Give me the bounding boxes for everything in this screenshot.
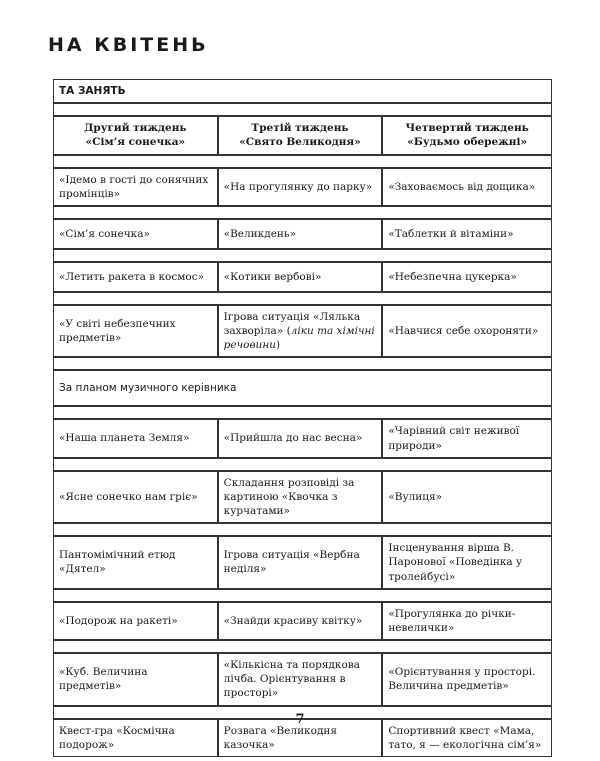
table-cell: «Ідемо в гості до сонячних промінців» [53,168,218,206]
table-cell: «Вулиця» [382,471,552,524]
table-cell: Складання розповіді за картиною «Квочка з курчатами» [218,471,383,524]
table-cell: «Летить ракета в космос» [53,262,218,292]
table-row [53,602,552,640]
page-number: 7 [295,712,305,727]
table-cell: Ігрова ситуація «Лялька захворіла» (ліки та хімічні речовини) [218,305,383,358]
section-title-top: ТА ЗАНЯТЬ [53,79,552,103]
table-cell: Пантомімічний етюд «Дятел» [53,536,218,589]
table-cell: «Наша планета Земля» [53,419,218,457]
table-row [53,419,552,457]
table-cell: Ігрова ситуація «Вербна неділя» [218,536,383,589]
page-title: НА КВІТЕНЬ [48,34,209,56]
table-cell: «Кількісна та порядкова лічба. Орієнтування в просторі» [218,653,383,706]
table-cell: «Великдень» [218,219,383,249]
table-cell: Розвага «Великодня казочка» [218,719,383,757]
table-cell: «Небезпечна цукерка» [382,262,552,292]
header-week-4: Четвертий тиждень «Будьмо обережні» [382,116,552,154]
table-cell: «Подорож на ракеті» [53,602,218,640]
table-section-row [53,370,552,406]
table-cell: «Котики вербові» [218,262,383,292]
table-cell: «Куб. Величина предметів» [53,653,218,706]
table-cell: «Сім’я сонечка» [53,219,218,249]
weekly-plan-table [53,79,552,757]
section-title-music: За планом музичного керівника [53,370,552,406]
header-week-3: Третій тиждень «Свято Великодня» [218,116,383,154]
table-row [53,536,552,589]
table-cell: «Заховаємось від дощика» [382,168,552,206]
table-cell: «Прогулянка до річки-невелички» [382,602,552,640]
table-cell: «Чарівний світ неживої природи» [382,419,552,457]
table-cell: «На прогулянку до парку» [218,168,383,206]
table-cell: «У світі небезпечних предметів» [53,305,218,358]
table-cell: «Ясне сонечко нам гріє» [53,471,218,524]
table-cell: «Прийшла до нас весна» [218,419,383,457]
table-header-row [53,116,552,154]
table-cell: Квест-гра «Космічна подорож» [53,719,218,757]
table-cell: Інсценування вірша В. Паронової «Поведінка у тролейбусі» [382,536,552,589]
table-cell: «Орієнтування у просторі. Величина предметів» [382,653,552,706]
table-cell: «Навчися себе охороняти» [382,305,552,358]
table-row [53,262,552,292]
table-cell: Спортивний квест «Мама, тато, я — екологічна сім’я» [382,719,552,757]
table-cell: «Таблетки й вітаміни» [382,219,552,249]
header-week-2: Другий тиждень «Сім’я сонечка» [53,116,218,154]
table-row [53,471,552,524]
table-section-row [53,79,552,103]
table-row [53,168,552,206]
table-cell: «Знайди красиву квітку» [218,602,383,640]
table-row [53,305,552,358]
table-row [53,653,552,706]
table-row [53,219,552,249]
